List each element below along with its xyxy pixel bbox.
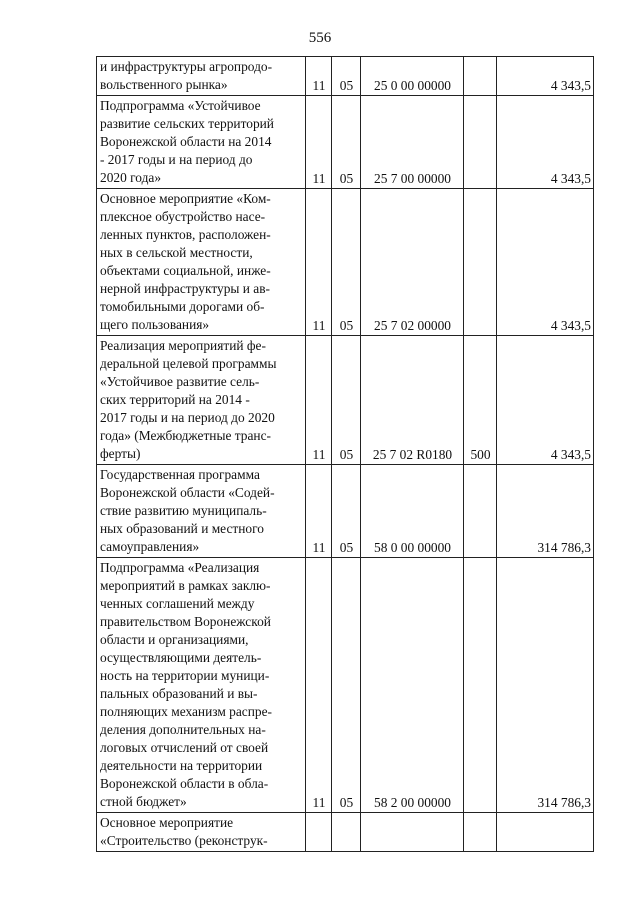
amount-cell: 4 343,5 — [497, 96, 594, 189]
item-name-line: правительством Воронежской — [100, 614, 271, 629]
expense-type-cell — [464, 465, 497, 558]
section-code-cell: 11 — [306, 96, 332, 189]
table-row — [97, 336, 594, 465]
subsection-code-cell: 05 — [332, 96, 361, 189]
item-name-cell — [97, 57, 306, 96]
item-name-line: развитие сельских территорий — [100, 116, 274, 131]
table-row — [97, 813, 594, 852]
item-name-line: полняющих механизм распре- — [100, 704, 273, 719]
target-article-cell: 25 7 02 00000 — [361, 189, 464, 336]
amount-cell: 4 343,5 — [497, 189, 594, 336]
item-name-line: деятельности на территории — [100, 758, 263, 773]
target-article-cell — [361, 813, 464, 852]
expense-type-cell — [464, 96, 497, 189]
table-row — [97, 558, 594, 813]
table-row — [97, 465, 594, 558]
item-name-line: Основное мероприятие «Ком- — [100, 191, 271, 206]
subsection-code-cell: 05 — [332, 189, 361, 336]
amount-cell: 4 343,5 — [497, 57, 594, 96]
table-row — [97, 57, 594, 96]
item-name-line: пальных образований и вы- — [100, 686, 258, 701]
item-name-line: Подпрограмма «Устойчивое — [100, 98, 261, 113]
subsection-code-cell — [332, 813, 361, 852]
item-name-line: осуществляющими деятель- — [100, 650, 262, 665]
item-name-line: ских территорий на 2014 - — [100, 392, 250, 407]
item-name-line: мероприятий в рамках заклю- — [100, 578, 271, 593]
item-name-line: ных в сельской местности, — [100, 245, 253, 260]
item-name-line: Государственная программа — [100, 467, 260, 482]
page-number: 556 — [308, 30, 332, 46]
expense-type-cell — [464, 189, 497, 336]
item-name-line: Воронежской области «Содей- — [100, 485, 275, 500]
item-name-line: ленных пунктов, расположен- — [100, 227, 271, 242]
item-name-line: вольственного рынка» — [100, 77, 228, 92]
item-name-line: щего пользования» — [100, 317, 210, 332]
target-article-cell: 25 7 02 R0180 — [361, 336, 464, 465]
item-name-line: логовых отчислений от своей — [100, 740, 269, 755]
item-name-cell — [97, 813, 306, 852]
subsection-code-cell: 05 — [332, 336, 361, 465]
item-name-cell — [97, 336, 306, 465]
item-name-line: ность на территории муници- — [100, 668, 270, 683]
item-name-line: Реализация мероприятий фе- — [100, 338, 266, 353]
section-code-cell: 11 — [306, 189, 332, 336]
item-name-line: «Строительство (реконструк- — [100, 833, 268, 848]
item-name-line: томобильными дорогами об- — [100, 299, 265, 314]
amount-cell — [497, 813, 594, 852]
section-code-cell: 11 — [306, 57, 332, 96]
item-name-line: года» (Межбюджетные транс- — [100, 428, 271, 443]
item-name-cell — [97, 189, 306, 336]
target-article-cell: 58 2 00 00000 — [361, 558, 464, 813]
subsection-code-cell: 05 — [332, 558, 361, 813]
item-name-line: деления дополнительных на- — [100, 722, 266, 737]
item-name-line: и инфраструктуры агропродо- — [100, 59, 273, 74]
item-name-line: нерной инфраструктуры и ав- — [100, 281, 270, 296]
item-name-line: 2020 года» — [100, 170, 162, 185]
item-name-line: Подпрограмма «Реализация — [100, 560, 260, 575]
item-name-line: «Устойчивое развитие сель- — [100, 374, 260, 389]
item-name-cell — [97, 558, 306, 813]
expense-type-cell — [464, 558, 497, 813]
item-name-line: плексное обустройство насе- — [100, 209, 266, 224]
item-name-line: 2017 годы и на период до 2020 — [100, 410, 275, 425]
expense-type-cell — [464, 813, 497, 852]
item-name-line: ных образований и местного — [100, 521, 264, 536]
item-name-line: Воронежской области в обла- — [100, 776, 269, 791]
section-code-cell: 11 — [306, 336, 332, 465]
target-article-cell: 25 0 00 00000 — [361, 57, 464, 96]
subsection-code-cell: 05 — [332, 465, 361, 558]
item-name-line: объектами социальной, инже- — [100, 263, 271, 278]
section-code-cell: 11 — [306, 558, 332, 813]
item-name-cell — [97, 465, 306, 558]
subsection-code-cell: 05 — [332, 57, 361, 96]
expense-type-cell — [464, 57, 497, 96]
amount-cell: 314 786,3 — [497, 465, 594, 558]
section-code-cell — [306, 813, 332, 852]
item-name-line: Основное мероприятие — [100, 815, 234, 830]
item-name-line: Воронежской области на 2014 — [100, 134, 272, 149]
item-name-line: ферты) — [100, 446, 141, 461]
budget-table-body — [97, 57, 594, 852]
budget-table — [96, 56, 594, 852]
table-row — [97, 96, 594, 189]
amount-cell: 4 343,5 — [497, 336, 594, 465]
item-name-cell — [97, 96, 306, 189]
item-name-line: ченных соглашений между — [100, 596, 255, 611]
item-name-line: ствие развитию муниципаль- — [100, 503, 267, 518]
item-name-line: самоуправления» — [100, 539, 200, 554]
expense-type-cell: 500 — [464, 336, 497, 465]
item-name-line: деральной целевой программы — [100, 356, 277, 371]
item-name-line: - 2017 годы и на период до — [100, 152, 253, 167]
item-name-line: области и организациями, — [100, 632, 249, 647]
section-code-cell: 11 — [306, 465, 332, 558]
item-name-line: стной бюджет» — [100, 794, 187, 809]
table-row — [97, 189, 594, 336]
target-article-cell: 25 7 00 00000 — [361, 96, 464, 189]
amount-cell: 314 786,3 — [497, 558, 594, 813]
target-article-cell: 58 0 00 00000 — [361, 465, 464, 558]
